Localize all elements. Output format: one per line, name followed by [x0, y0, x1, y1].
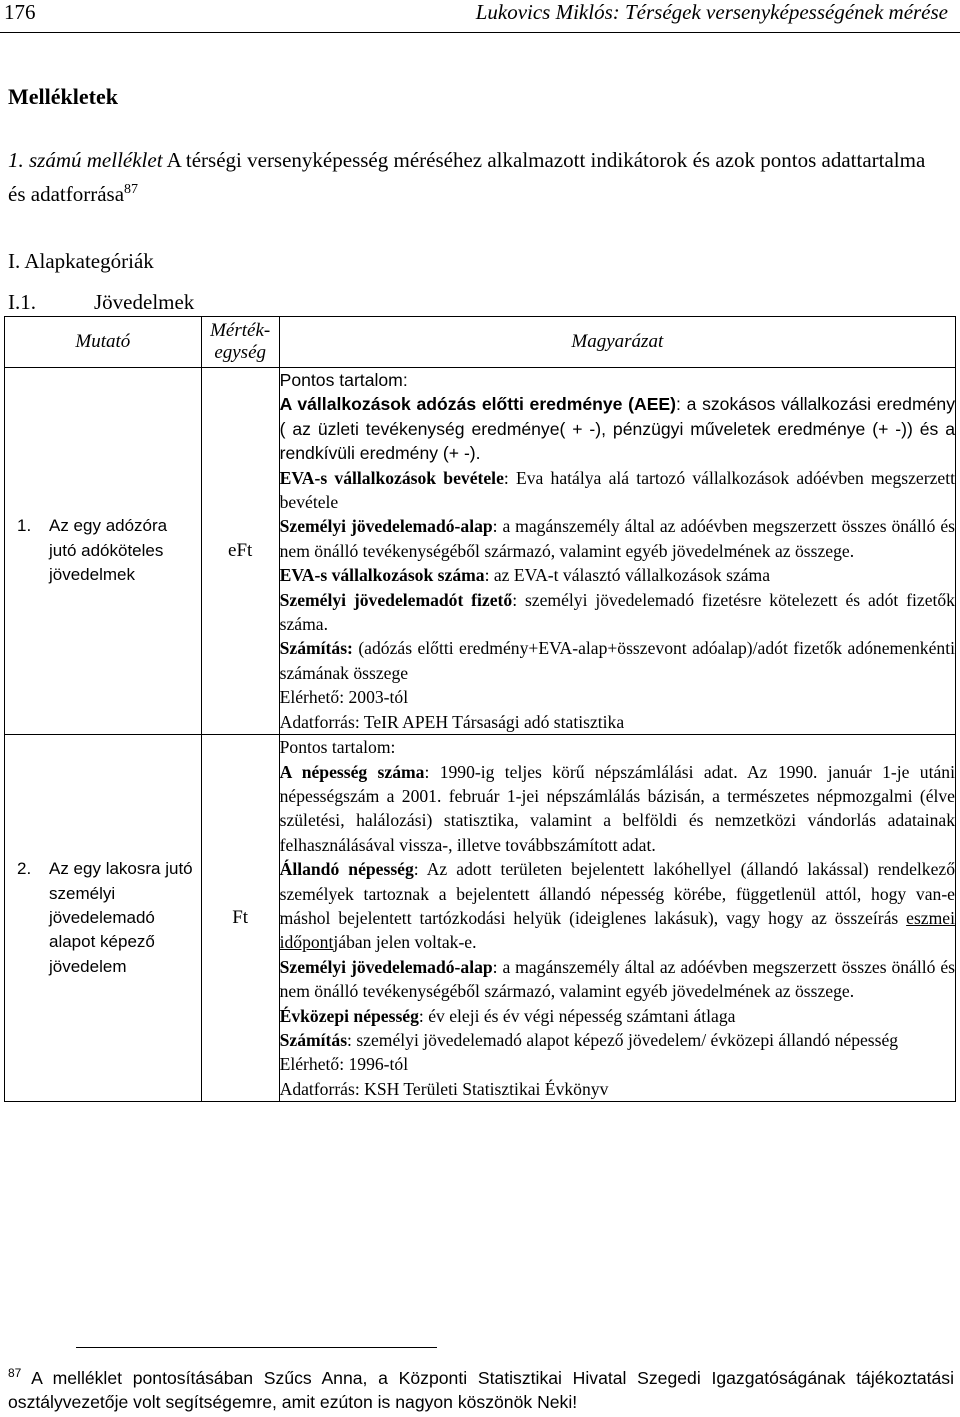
annex-subheading — [8, 146, 948, 209]
data-source-line: Adatforrás: KSH Területi Statisztikai Évkönyv — [279, 1078, 609, 1099]
term: A népesség száma — [279, 761, 425, 782]
indicator-number: 1. — [17, 516, 32, 536]
table-row — [5, 735, 956, 1102]
explanation-paragraph: A vállalkozások adózás előtti eredménye (AEE): a szokásos vállalkozási eredmény ( az üzleti tevékenység eredménye( + -), pénzügyi műveletek eredménye (+ -)) és a rendkívüli eredmény (+ -). — [279, 394, 955, 464]
column-header-unit: Mérték-egység — [201, 317, 279, 368]
indicator-cell — [5, 735, 202, 1102]
explanation-paragraph: Személyi jövedelemadót fizető: személyi jövedelemadó fizetésre kötelezett és adót fizetők száma. — [279, 589, 955, 635]
category-heading: I. Alapkategóriák — [8, 249, 154, 273]
data-source-line: Adatforrás: TeIR APEH Társasági adó statisztika — [279, 711, 625, 732]
annex-heading: Mellékletek — [8, 84, 118, 109]
explanation-paragraph: Számítás: (adózás előtti eredmény+EVA-alap+összevont adóalap)/adót fizetők adónemenkénti számának összege — [279, 638, 955, 683]
explanation-cell — [279, 368, 955, 735]
term: Személyi jövedelemadót fizető — [279, 589, 513, 610]
explanation-paragraph: A népesség száma: 1990-ig teljes körű népszámlálási adat. Az 1990. január 1-je utáni népességszám a 2001. február 1-jei népszámlálás bázisán, a természetes népmozgalmi (élve születési, halálozási) statisztika, valamint a belföldi és nemzetközi vándorlás adatainak felhasználásával vissza-, illetve továbbszámított adat. — [279, 761, 955, 855]
term: Személyi jövedelemadó-alap — [279, 516, 493, 537]
section-heading — [8, 290, 195, 315]
indicator-table — [4, 316, 956, 1102]
unit-cell: Ft — [201, 735, 279, 1102]
indicator-cell — [5, 368, 202, 735]
content-label: Pontos tartalom: — [279, 737, 396, 758]
availability-line: Elérhető: 1996-tól — [279, 1054, 409, 1075]
term: Személyi jövedelemadó-alap — [279, 956, 493, 977]
term: Állandó népesség — [279, 859, 414, 880]
page-number: 176 — [4, 0, 36, 24]
table-header-row — [5, 317, 956, 368]
annex-title: A térségi versenyképesség méréséhez alkalmazott indikátorok és azok pontos adattartalma és adatforrása — [8, 148, 926, 206]
explanation-paragraph: EVA-s vállalkozások száma: az EVA-t választó vállalkozások száma — [279, 565, 771, 586]
term: EVA-s vállalkozások bevétele — [279, 467, 504, 488]
term: EVA-s vállalkozások száma — [279, 565, 485, 586]
footnote-text: A melléklet pontosításában Szűcs Anna, a Központi Statisztikai Hivatal Szegedi Igazgatóságának tájékoztatási osztályvezetője volt segítségemre, amit ezúton is nagyon köszönök Neki! — [8, 1367, 954, 1413]
footnote-reference[interactable]: 87 — [124, 182, 139, 197]
term: Évközepi népesség — [279, 1005, 419, 1026]
term: Számítás: — [279, 638, 353, 659]
term: Számítás — [279, 1029, 348, 1050]
section-number: I.1. — [8, 290, 36, 314]
explanation-cell — [279, 735, 955, 1102]
explanation-paragraph: Állandó népesség: Az adott területen bejelentett lakóhellyel (állandó lakással) rendelkező személyek tartoznak a bejelentett állandó népesség körébe, függetlenül attól, hogy van-e máshol bejelentett tartózkodási helyük (ideiglenes lakásuk), vagy hogy az összeírás eszmei időpontjában jelen voltak-e. — [279, 859, 955, 953]
column-header-indicator: Mutató — [5, 317, 202, 368]
footnote — [8, 1361, 954, 1415]
underlined-term: eszmei időpont — [279, 907, 955, 953]
running-header — [0, 0, 960, 33]
column-header-explanation: Magyarázat — [279, 317, 955, 368]
explanation-paragraph: Személyi jövedelemadó-alap: a magánszemély által az adóévben megszerzett összes önálló és nem önálló tevékenységéből származó, valamint egyéb jövedelmének az összege. — [279, 956, 955, 1002]
explanation-paragraph: Évközepi népesség: év eleji és év végi népesség számtani átlaga — [279, 1005, 736, 1026]
term: A vállalkozások adózás előtti eredménye (AEE) — [279, 394, 677, 415]
explanation-paragraph: EVA-s vállalkozások bevétele: Eva hatálya alá tartozó vállalkozások adóévben megszerzett bevétele — [279, 467, 955, 513]
annex-number: 1. számú melléklet — [8, 148, 163, 172]
unit-cell: eFt — [201, 368, 279, 735]
footnote-number: 87 — [8, 1366, 22, 1380]
indicator-number: 2. — [17, 859, 32, 879]
running-title: Lukovics Miklós: Térségek versenyképességének mérése — [475, 0, 948, 24]
section-title: Jövedelmek — [94, 290, 195, 314]
explanation-paragraph: Személyi jövedelemadó-alap: a magánszemély által az adóévben megszerzett összes önálló és nem önálló tevékenységéből származó, valamint egyéb jövedelmének az összege. — [279, 516, 955, 561]
content-label: Pontos tartalom: — [279, 370, 408, 390]
indicator-name: Az egy adózóra jutó adóköteles jövedelmek — [49, 516, 168, 585]
footnote-separator — [76, 1347, 437, 1348]
table-row — [5, 368, 956, 735]
availability-line: Elérhető: 2003-tól — [279, 687, 409, 708]
explanation-paragraph: Számítás: személyi jövedelemadó alapot képező jövedelem/ évközepi állandó népesség — [279, 1029, 899, 1050]
indicator-name: Az egy lakosra jutó személyi jövedelemadó alapot képező jövedelem — [49, 859, 193, 976]
